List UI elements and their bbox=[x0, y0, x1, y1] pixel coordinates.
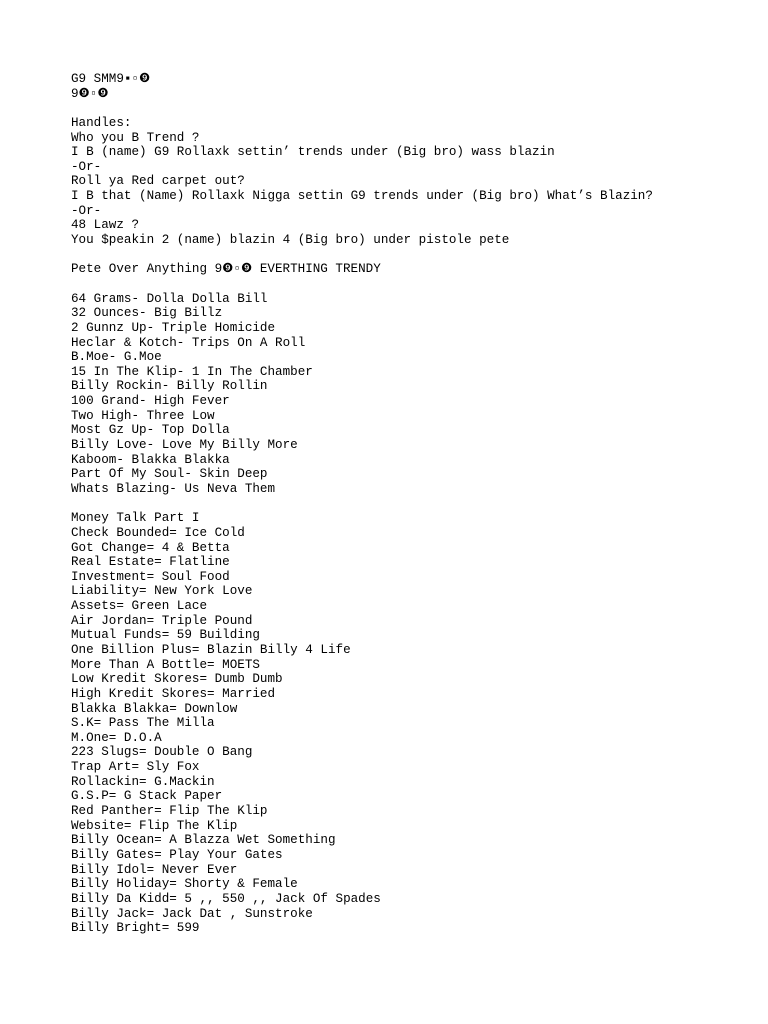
handles-line: -Or- bbox=[71, 159, 102, 174]
blank-line bbox=[71, 497, 751, 512]
handles-title: Handles: bbox=[71, 115, 132, 130]
document-page bbox=[71, 72, 751, 936]
money-talk-line: M.One= D.O.A bbox=[71, 730, 162, 745]
money-talk-line: Billy Bright= 599 bbox=[71, 921, 200, 936]
pair-line: Heclar & Kotch- Trips On A Roll bbox=[71, 335, 306, 350]
pair-line: 100 Grand- High Fever bbox=[71, 394, 230, 409]
pair-line: 32 Ounces- Big Billz bbox=[71, 306, 223, 321]
handles-line: Who you B Trend ? bbox=[71, 130, 200, 145]
handles-line: 48 Lawz ? bbox=[71, 218, 140, 233]
money-talk-line: Assets= Green Lace bbox=[71, 599, 208, 614]
money-talk-list bbox=[71, 526, 751, 936]
blank-line bbox=[71, 277, 751, 292]
money-talk-line: Red Panther= Flip The Klip bbox=[71, 804, 268, 819]
blank-line bbox=[71, 101, 751, 116]
money-talk-line: Billy Idol= Never Ever bbox=[71, 862, 238, 877]
money-talk-line: Mutual Funds= 59 Building bbox=[71, 628, 260, 643]
pair-line: Billy Rockin- Billy Rollin bbox=[71, 379, 268, 394]
money-talk-line: S.K= Pass The Milla bbox=[71, 716, 215, 731]
pair-line: Whats Blazing- Us Neva Them bbox=[71, 481, 276, 496]
handles-line: I B (name) G9 Rollaxk settin’ trends under (Big bro) wass blazin bbox=[71, 145, 555, 160]
pairs-list bbox=[71, 292, 751, 497]
pair-line: Kaboom- Blakka Blakka bbox=[71, 452, 230, 467]
blank-line bbox=[71, 248, 751, 263]
pair-line: 64 Grams- Dolla Dolla Bill bbox=[71, 291, 268, 306]
pair-line: 2 Gunnz Up- Triple Homicide bbox=[71, 320, 276, 335]
handles-line: You $peakin 2 (name) blazin 4 (Big bro) under pistole pete bbox=[71, 233, 510, 248]
money-talk-line: Billy Holiday= Shorty & Female bbox=[71, 877, 298, 892]
money-talk-line: Liability= New York Love bbox=[71, 584, 253, 599]
pair-line: Most Gz Up- Top Dolla bbox=[71, 423, 230, 438]
header-line-1: G9 SMM9▪▫❾ bbox=[71, 72, 151, 86]
money-talk-line: More Than A Bottle= MOETS bbox=[71, 657, 260, 672]
handles-line: Roll ya Red carpet out? bbox=[71, 174, 245, 189]
money-talk-line: Low Kredit Skores= Dumb Dumb bbox=[71, 672, 283, 687]
pair-line: B.Moe- G.Moe bbox=[71, 350, 162, 365]
money-talk-line: Website= Flip The Klip bbox=[71, 818, 238, 833]
money-talk-line: One Billion Plus= Blazin Billy 4 Life bbox=[71, 642, 351, 657]
money-talk-line: Blakka Blakka= Downlow bbox=[71, 701, 238, 716]
money-talk-line: Billy Da Kidd= 5 ,, 550 ,, Jack Of Spades bbox=[71, 891, 381, 906]
money-talk-line: G.S.P= G Stack Paper bbox=[71, 789, 223, 804]
pair-line: Two High- Three Low bbox=[71, 408, 215, 423]
money-talk-title: Money Talk Part I bbox=[71, 511, 200, 526]
money-talk-line: Billy Ocean= A Blazza Wet Something bbox=[71, 833, 336, 848]
pair-line: Part Of My Soul- Skin Deep bbox=[71, 467, 268, 482]
money-talk-line: Trap Art= Sly Fox bbox=[71, 760, 200, 775]
money-talk-line: Check Bounded= Ice Cold bbox=[71, 525, 245, 540]
pair-line: 15 In The Klip- 1 In The Chamber bbox=[71, 364, 313, 379]
motto-line: Pete Over Anything 9❾▫❾ EVERTHING TRENDY bbox=[71, 262, 381, 277]
money-talk-line: Rollackin= G.Mackin bbox=[71, 774, 215, 789]
money-talk-line: Investment= Soul Food bbox=[71, 569, 230, 584]
header-line-2: 9❾▫❾ bbox=[71, 86, 109, 101]
money-talk-line: Billy Gates= Play Your Gates bbox=[71, 847, 283, 862]
money-talk-line: High Kredit Skores= Married bbox=[71, 686, 276, 701]
money-talk-line: Real Estate= Flatline bbox=[71, 555, 230, 570]
handles-line: I B that (Name) Rollaxk Nigga settin G9 trends under (Big bro) What’s Blazin? bbox=[71, 189, 653, 204]
handles-line: -Or- bbox=[71, 203, 102, 218]
money-talk-line: Got Change= 4 & Betta bbox=[71, 540, 230, 555]
pair-line: Billy Love- Love My Billy More bbox=[71, 438, 298, 453]
handles-list bbox=[71, 131, 751, 248]
money-talk-line: Air Jordan= Triple Pound bbox=[71, 613, 253, 628]
money-talk-line: Billy Jack= Jack Dat , Sunstroke bbox=[71, 906, 313, 921]
money-talk-line: 223 Slugs= Double O Bang bbox=[71, 745, 253, 760]
